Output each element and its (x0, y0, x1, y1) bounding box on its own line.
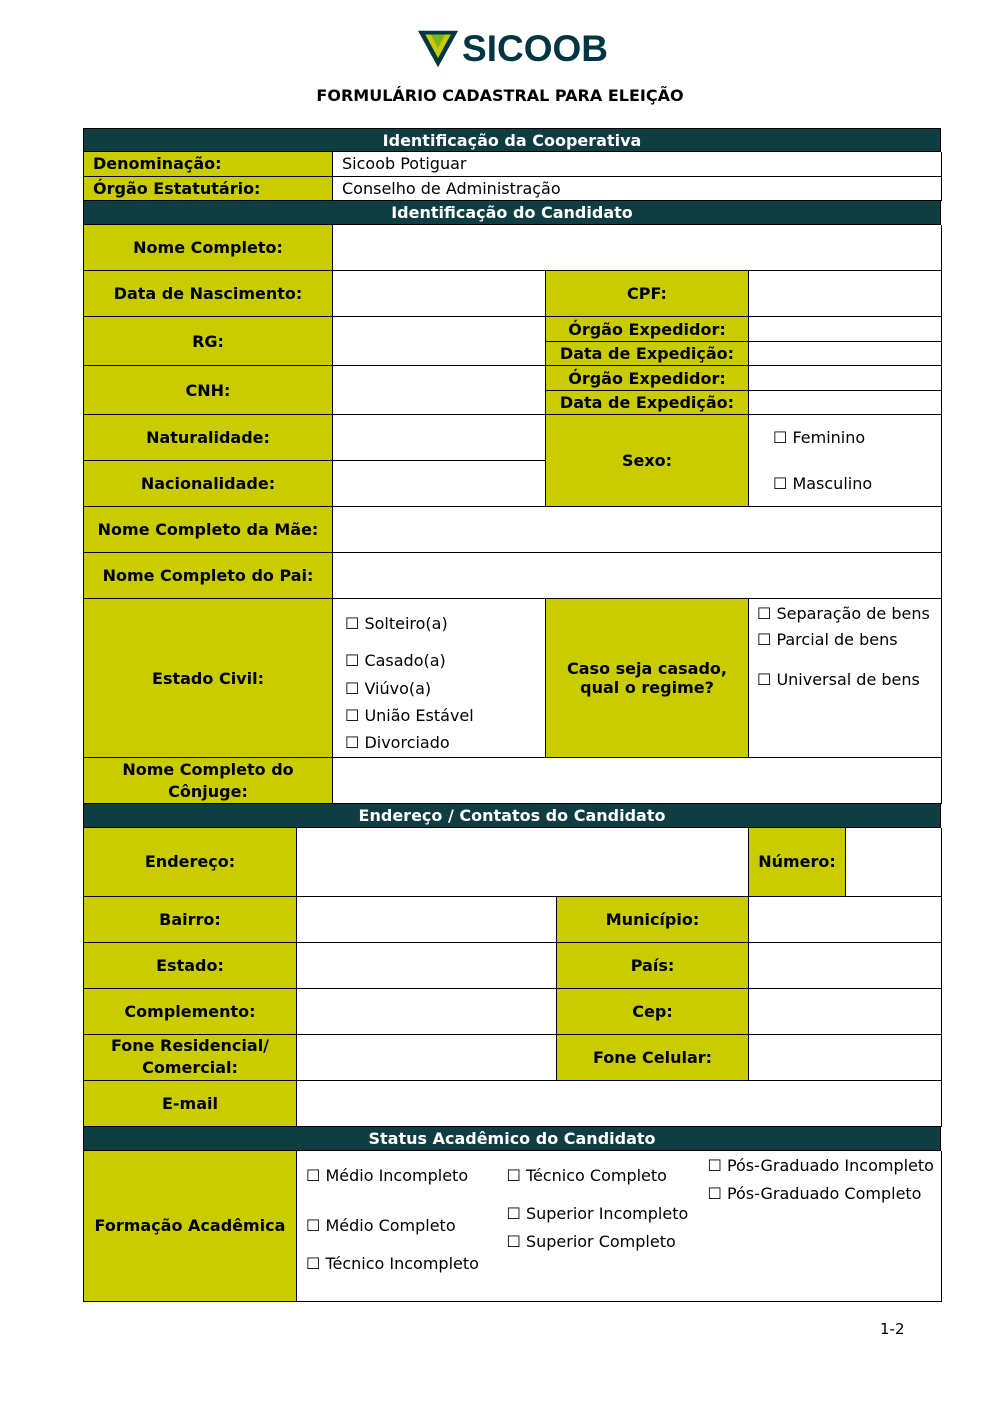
estado-civil-option[interactable] (345, 650, 539, 672)
cnh-orgao-label: Órgão Expedidor: (546, 366, 749, 391)
conjuge-field[interactable] (333, 758, 942, 804)
cnh-data-field[interactable] (749, 391, 942, 415)
complemento-label: Complemento: (84, 988, 297, 1034)
formacao-col3 (699, 1151, 942, 1302)
mae-field[interactable] (333, 507, 942, 553)
nascimento-label: Data de Nascimento: (84, 271, 333, 317)
email-field[interactable] (297, 1080, 942, 1126)
formacao-option[interactable] (507, 1165, 693, 1187)
rg-orgao-label: Órgão Expedidor: (546, 317, 749, 342)
cep-label: Cep: (557, 988, 749, 1034)
checkbox-icon[interactable]: ☐ (773, 427, 788, 447)
fone-celular-field[interactable] (749, 1034, 942, 1080)
page-number: 1-2 (880, 1320, 905, 1338)
checkbox-icon[interactable]: ☐ (773, 473, 788, 493)
nacionalidade-label: Nacionalidade: (84, 461, 333, 507)
regime-option[interactable] (757, 629, 935, 651)
formacao-option[interactable] (708, 1155, 936, 1177)
cep-field[interactable] (749, 988, 942, 1034)
option-label: União Estável (364, 706, 474, 725)
formacao-option[interactable] (507, 1203, 693, 1225)
nascimento-field[interactable] (333, 271, 546, 317)
option-label: Pós-Graduado Incompleto (726, 1155, 934, 1175)
cnh-field[interactable] (333, 366, 546, 415)
numero-label: Número: (749, 828, 846, 896)
regime-option[interactable] (757, 603, 935, 625)
formacao-option[interactable] (306, 1165, 492, 1187)
regime-options (749, 599, 942, 758)
estado-field[interactable] (297, 942, 557, 988)
rg-field[interactable] (333, 317, 546, 366)
checkbox-icon[interactable]: ☐ (345, 614, 360, 633)
option-label: Superior Incompleto (525, 1203, 689, 1223)
formacao-col1 (297, 1151, 498, 1302)
cnh-orgao-field[interactable] (749, 366, 942, 391)
option-label: Divorciado (364, 733, 450, 752)
checkbox-icon[interactable]: ☐ (757, 670, 772, 689)
pai-field[interactable] (333, 553, 942, 599)
option-label: Viúvo(a) (364, 679, 432, 698)
option-label: Solteiro(a) (364, 614, 448, 633)
checkbox-icon[interactable]: ☐ (757, 604, 772, 623)
sicoob-logo-icon (418, 29, 458, 69)
checkbox-icon[interactable]: ☐ (506, 1203, 521, 1223)
checkbox-icon[interactable]: ☐ (707, 1155, 722, 1175)
option-label: Técnico Incompleto (325, 1253, 479, 1273)
checkbox-icon[interactable]: ☐ (707, 1183, 722, 1203)
formacao-option[interactable] (708, 1183, 936, 1205)
cnh-data-label: Data de Expedição: (546, 391, 749, 415)
option-label: Feminino (792, 427, 866, 447)
rg-label: RG: (84, 317, 333, 366)
checkbox-icon[interactable]: ☐ (306, 1165, 321, 1185)
table-endereco (83, 828, 942, 1127)
regime-label: Caso seja casado, qual o regime? (546, 599, 749, 758)
checkbox-icon[interactable]: ☐ (345, 679, 360, 698)
nome-label: Nome Completo: (84, 225, 333, 271)
option-label: Parcial de bens (776, 630, 898, 649)
checkbox-icon[interactable]: ☐ (506, 1165, 521, 1185)
fone-residencial-label: Fone Residencial/ Comercial: (84, 1034, 297, 1080)
orgao-estatutario-value[interactable]: Conselho de Administração (333, 176, 942, 200)
formacao-option[interactable] (306, 1253, 492, 1275)
option-label: Separação de bens (776, 604, 930, 623)
bairro-field[interactable] (297, 896, 557, 942)
checkbox-icon[interactable]: ☐ (345, 706, 360, 725)
pai-label: Nome Completo do Pai: (84, 553, 333, 599)
checkbox-icon[interactable]: ☐ (306, 1253, 321, 1273)
option-label: Masculino (792, 473, 873, 493)
page-title: FORMULÁRIO CADASTRAL PARA ELEIÇÃO (316, 86, 684, 105)
checkbox-icon[interactable]: ☐ (345, 651, 360, 670)
bairro-label: Bairro: (84, 896, 297, 942)
option-label: Médio Completo (325, 1215, 456, 1235)
checkbox-icon[interactable]: ☐ (757, 630, 772, 649)
table-cooperativa (83, 152, 942, 201)
option-label: Casado(a) (364, 651, 446, 670)
regime-option[interactable] (757, 669, 935, 691)
mae-label: Nome Completo da Mãe: (84, 507, 333, 553)
rg-data-field[interactable] (749, 342, 942, 366)
conjuge-label: Nome Completo do Cônjuge: (84, 758, 333, 804)
formacao-col2 (498, 1151, 699, 1302)
denominacao-value[interactable]: Sicoob Potiguar (333, 152, 942, 176)
table-academico (83, 1151, 942, 1303)
endereco-field[interactable] (297, 828, 749, 896)
checkbox-icon[interactable]: ☐ (506, 1231, 521, 1251)
formacao-option[interactable] (507, 1231, 693, 1253)
fone-residencial-field[interactable] (297, 1034, 557, 1080)
sexo-masculino-option[interactable] (773, 473, 935, 495)
numero-field[interactable] (846, 828, 942, 896)
fone-celular-label: Fone Celular: (557, 1034, 749, 1080)
option-label: Técnico Completo (525, 1165, 667, 1185)
rg-data-label: Data de Expedição: (546, 342, 749, 366)
logo-text: SICOOB (462, 28, 608, 69)
naturalidade-field[interactable] (333, 415, 546, 461)
estado-civil-option[interactable] (345, 732, 539, 754)
nome-field[interactable] (333, 225, 942, 271)
option-label: Médio Incompleto (325, 1165, 469, 1185)
cpf-label: CPF: (546, 271, 749, 317)
section-cooperativa: Identificação da Cooperativa (83, 128, 941, 152)
option-label: Pós-Graduado Completo (726, 1183, 922, 1203)
orgao-estatutario-label: Órgão Estatutário: (84, 176, 333, 200)
section-candidato: Identificação do Candidato (83, 201, 941, 225)
estado-label: Estado: (84, 942, 297, 988)
option-label: Universal de bens (776, 670, 920, 689)
sexo-label: Sexo: (546, 415, 749, 507)
formacao-label: Formação Acadêmica (84, 1151, 297, 1302)
estado-civil-label: Estado Civil: (84, 599, 333, 758)
sicoob-logo (418, 26, 608, 72)
sexo-options (749, 415, 942, 507)
estado-civil-option[interactable] (345, 705, 539, 727)
formacao-option[interactable] (306, 1215, 492, 1237)
nacionalidade-field[interactable] (333, 461, 546, 507)
checkbox-icon[interactable]: ☐ (306, 1215, 321, 1235)
denominacao-label: Denominação: (84, 152, 333, 176)
option-label: Superior Completo (525, 1231, 676, 1251)
complemento-field[interactable] (297, 988, 557, 1034)
municipio-label: Município: (557, 896, 749, 942)
cpf-field[interactable] (749, 271, 942, 317)
municipio-field[interactable] (749, 896, 942, 942)
email-label: E-mail (84, 1080, 297, 1126)
endereco-label: Endereço: (84, 828, 297, 896)
checkbox-icon[interactable]: ☐ (345, 733, 360, 752)
pais-label: País: (557, 942, 749, 988)
estado-civil-options (333, 599, 546, 758)
table-candidato (83, 225, 942, 805)
naturalidade-label: Naturalidade: (84, 415, 333, 461)
form (83, 128, 941, 1302)
section-academico: Status Acadêmico do Candidato (83, 1127, 941, 1151)
estado-civil-option[interactable] (345, 613, 539, 635)
section-endereco: Endereço / Contatos do Candidato (83, 804, 941, 828)
rg-orgao-field[interactable] (749, 317, 942, 342)
pais-field[interactable] (749, 942, 942, 988)
cnh-label: CNH: (84, 366, 333, 415)
sexo-feminino-option[interactable] (773, 427, 935, 449)
estado-civil-option[interactable] (345, 678, 539, 700)
